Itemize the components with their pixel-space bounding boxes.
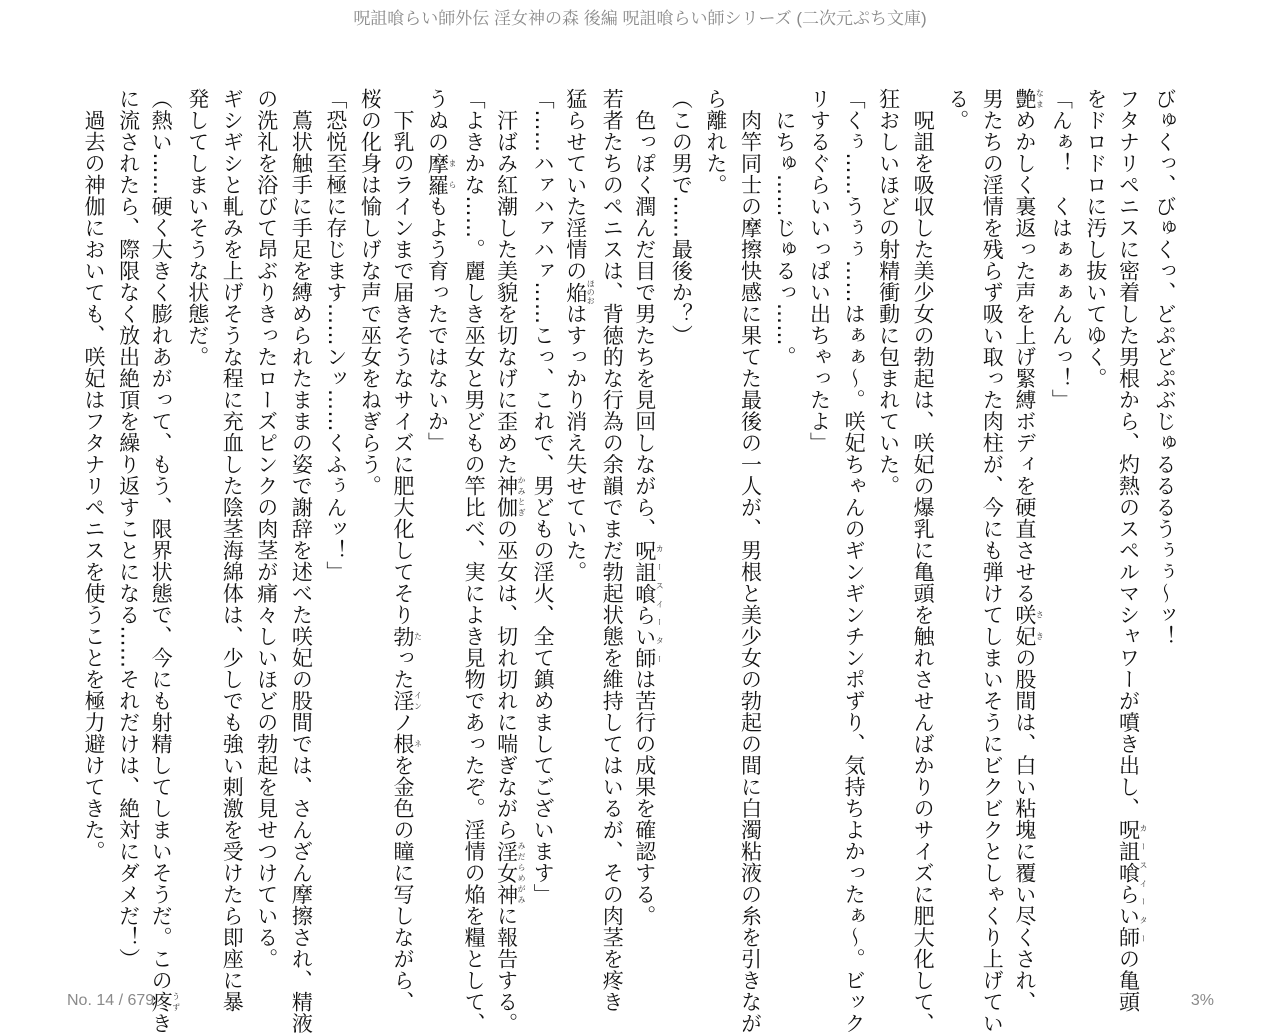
text-line: 艶なまめかしく裏返った声を上げ緊縛ボディを硬直させる咲妃さきの股間は、白い粘塊に覆い尽くされ、 <box>1012 88 1045 1013</box>
reading-progress: 3% <box>1190 992 1214 1009</box>
text-line: ら離れた。 <box>703 88 728 196</box>
text-line: （この男で……最後か？） <box>669 88 694 346</box>
text-line: の洗礼を浴びて昂ぶりきったローズピンクの肉茎が痛々しいほどの勃起を見せつけている。 <box>254 88 279 970</box>
text-line: 呪詛を吸収した美少女の勃起は、咲妃の爆乳に亀頭を触れさせんばかりのサイズに肥大化して、 <box>911 88 936 1034</box>
ruby-annotation: 呪詛喰らい師カースイーター <box>632 539 665 669</box>
text-line: 色っぽく潤んだ目で男たちを見回しながら、呪詛喰らい師カースイーターは苦行の成果を確認する。 <box>632 88 665 927</box>
book-title: 呪詛喰らい師外伝 淫女神の森 後編 呪詛喰らい師シリーズ (二次元ぷち文庫) <box>353 9 927 28</box>
ruby-annotation: 勃た <box>390 625 423 647</box>
text-line: 過去の神伽においても、咲妃はフタナリペニスを使うことを極力避けてきた。 <box>82 88 107 862</box>
ruby-annotation: 呪詛喰らい師カースイーター <box>1116 819 1148 948</box>
text-line: をドロドロに汚し抜いてゆく。 <box>1083 88 1108 389</box>
text-line: 桜の化身は愉しげな声で巫女をねぎらう。 <box>358 88 383 497</box>
ruby-annotation: 焔ほのお <box>563 279 596 305</box>
ruby-annotation: 淫女神みだらめがみ <box>494 840 527 905</box>
text-line: 肉竿同士の摩擦快感に果てた最後の一人が、男根と美少女の勃起の間に白濁粘液の糸を引きなが <box>738 88 763 1034</box>
text-line: 「んぁ！ くはぁぁぁんんっ！」 <box>1049 88 1074 411</box>
text-line: （熱い……硬く大きく膨れあがって、もう、限界状態で、今にも射精してしまいそうだ。この疼うずき <box>149 88 181 1034</box>
ruby-annotation: 神伽かみとぎ <box>494 475 527 518</box>
ruby-annotation: 疼うず <box>149 991 181 1013</box>
text-line: 「よきかな……。麗しき巫女と男どもの竿比べ、実によき見物であったぞ。淫情の焔を糧として、 <box>462 88 487 1034</box>
text-line: リするぐらいいっぱい出ちゃったよ」 <box>807 88 832 454</box>
text-line: 若者たちのペニスは、背徳的な行為の余韻でまだ勃起状態を維持してはいるが、その肉茎を疼き <box>600 88 625 1013</box>
text-line: 狂おしいほどの射精衝動に包まれていた。 <box>876 88 901 497</box>
text-line: 「くぅ……うぅぅ……はぁぁ～。咲妃ちゃんのギンギンチンポずり、気持ちよかったぁ～。ビック <box>842 88 867 1034</box>
text-line: フタナリペニスに密着した男根から、灼熱のスペルマシャワーが噴き出し、呪詛喰らい師カースイーターの亀頭 <box>1116 88 1148 1013</box>
text-line: る。 <box>945 88 970 131</box>
text-line: うぬの摩羅まらもよう育ったではないか」 <box>425 88 458 454</box>
text-line: 下乳のラインまで届きそうなサイズに肥大化してそり勃たった淫インノ根ネを金色の瞳に写しながら、 <box>390 88 423 1013</box>
ruby-annotation: 艶なま <box>1012 88 1045 110</box>
text-line: に流されたら、際限なく放出絶頂を繰り返すことになる……それだけは、絶対にダメだ！） <box>116 88 141 970</box>
text-line: 「恐悦至極に存じます……ンッ……くふぅんッ！」 <box>323 88 348 583</box>
text-line: にちゅ……じゅるっ……。 <box>772 88 797 368</box>
location-indicator: No. 14 / 679 <box>67 992 155 1009</box>
ruby-annotation: 摩羅まら <box>425 152 458 196</box>
ruby-annotation: 淫イン <box>390 690 423 712</box>
text-line: 蔦状触手に手足を縛められたままの姿で謝辞を述べた咲妃の股間では、さんざん摩擦され、精液 <box>289 88 314 1034</box>
text-line: ギシギシと軋みを上げそうな程に充血した陰茎海綿体は、少しでも強い刺激を受けたら即座に暴 <box>220 88 245 1013</box>
text-line: 汗ばみ紅潮した美貌を切なげに歪めた神伽かみとぎの巫女は、切れ切れに喘ぎながら淫女神みだらめがみに報告する。 <box>494 88 527 1034</box>
text-line: 猛らせていた淫情の焔ほのおはすっかり消え失せていた。 <box>563 88 596 583</box>
text-line: 男たちの淫情を残らず吸い取った肉柱が、今にも弾けてしまいそうにビクビクとしゃくり上げてい <box>980 88 1005 1034</box>
ruby-annotation: 咲妃さき <box>1012 604 1045 647</box>
text-line: 「……ハァハァハァ……こっ、これで、男どもの淫火、全て鎮めましてございます」 <box>531 88 556 905</box>
text-line: 発してしまいそうな状態だ。 <box>185 88 210 368</box>
ruby-annotation: 根ネ <box>390 733 423 755</box>
text-line: びゅくっ、びゅくっ、どぷどぷぶじゅるるるうぅぅ～ッ！ <box>1153 88 1177 647</box>
